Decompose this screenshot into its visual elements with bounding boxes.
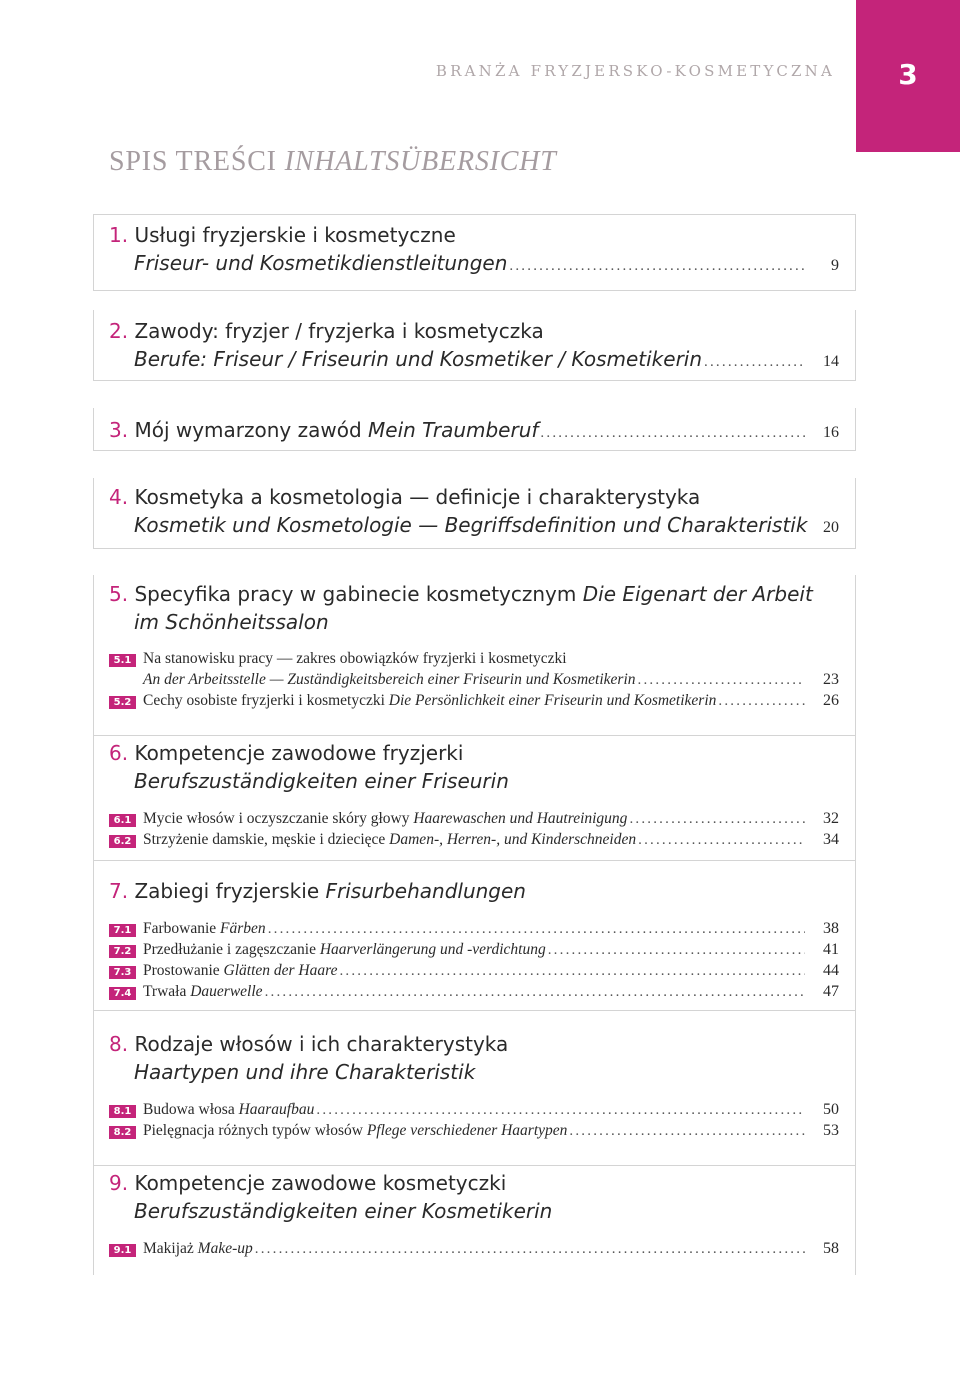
page-ref: 53 xyxy=(823,1122,839,1139)
divider xyxy=(855,214,856,290)
divider xyxy=(93,1165,94,1275)
divider xyxy=(93,310,94,380)
page-ref: 47 xyxy=(823,983,839,1000)
dot-leader xyxy=(629,811,805,828)
dot-leader xyxy=(265,984,805,1001)
page-ref: 58 xyxy=(823,1240,839,1257)
dot-leader xyxy=(268,921,805,938)
subsection-title-pl: Strzyżenie damskie, męskie i dziecięce xyxy=(143,831,386,848)
chapter-title-pl: Kosmetyka a kosmetologia — definicje i charakterystyka xyxy=(134,485,701,509)
toc-subsection-8-2[interactable] xyxy=(109,1122,839,1143)
toc-subsection-8[interactable] xyxy=(109,1101,839,1143)
divider xyxy=(855,860,856,1010)
chapter-title-pl: Rodzaje włosów i ich charakterystyka xyxy=(134,1032,509,1056)
toc-subsection-7[interactable] xyxy=(109,920,839,1004)
toc-subsection-5-2[interactable] xyxy=(109,692,839,713)
toc-entry-7[interactable] xyxy=(109,877,839,905)
section-badge: 7.4 xyxy=(109,987,136,1000)
subsection-title-de: Haarverlängerung und -verdichtung xyxy=(319,941,546,958)
chapter-title-pl: Zawody: fryzjer / fryzjerka i kosmetyczka xyxy=(134,319,544,343)
section-badge: 7.2 xyxy=(109,945,136,958)
subsection-title-pl: Trwała xyxy=(143,983,187,1000)
page-number-tab xyxy=(856,0,960,152)
page-ref: 16 xyxy=(823,424,839,441)
divider xyxy=(855,478,856,548)
subsection-title-pl: Cechy osobiste fryzjerki i kosmetyczki xyxy=(143,692,385,709)
divider xyxy=(93,214,94,290)
chapter-title-de: Berufszuständigkeiten einer Friseurin xyxy=(134,769,509,793)
section-badge: 9.1 xyxy=(109,1244,136,1257)
divider xyxy=(93,450,856,451)
divider xyxy=(93,548,856,549)
subsection-title-de: Dauerwelle xyxy=(190,983,263,1000)
chapter-number: 6. xyxy=(109,741,129,765)
chapter-title-pl: Specyfika pracy w gabinecie kosmetycznym xyxy=(134,582,577,606)
chapter-number: 1. xyxy=(109,223,129,247)
toc-subsection-7-4[interactable] xyxy=(109,983,839,1004)
divider xyxy=(855,735,856,860)
toc-subsection-7-2[interactable] xyxy=(109,941,839,962)
chapter-title-pl: Zabiegi fryzjerskie xyxy=(134,879,320,903)
toc-entry-2[interactable] xyxy=(109,317,839,376)
chapter-number: 9. xyxy=(109,1171,129,1195)
dot-leader xyxy=(569,1123,805,1140)
toc-subsection-5-1[interactable] xyxy=(109,650,839,692)
dot-leader xyxy=(548,942,805,959)
chapter-title-de: Berufszuständigkeiten einer Kosmetikerin xyxy=(134,1199,553,1223)
chapter-title-de: Friseur- und Kosmetikdienstleitungen xyxy=(134,251,508,275)
divider xyxy=(93,735,856,736)
divider xyxy=(855,575,856,735)
chapter-title-de: Die Eigenart der Arbeit xyxy=(582,582,813,606)
divider xyxy=(93,735,94,860)
chapter-number: 8. xyxy=(109,1032,129,1056)
toc-subsection-6-1[interactable] xyxy=(109,810,839,831)
chapter-number: 5. xyxy=(109,582,129,606)
dot-leader xyxy=(638,832,805,849)
dot-leader xyxy=(255,1241,805,1258)
subsection-title-pl: Prostowanie xyxy=(143,962,220,979)
section-badge: 8.2 xyxy=(109,1126,136,1139)
chapter-number: 2. xyxy=(109,319,129,343)
chapter-title-de: Berufe: Friseur / Friseurin und Kosmetiker / Kosmetikerin xyxy=(134,347,703,371)
section-badge: 6.1 xyxy=(109,814,136,827)
chapter-title-de: Haartypen und ihre Charakteristik xyxy=(134,1060,476,1084)
page-ref: 50 xyxy=(823,1101,839,1118)
page-ref: 9 xyxy=(831,257,839,274)
subsection-title-pl: Na stanowisku pracy — zakres obowiązków fryzjerki i kosmetyczki xyxy=(143,650,567,667)
section-badge: 8.1 xyxy=(109,1105,136,1118)
divider xyxy=(93,214,856,215)
page-ref: 32 xyxy=(823,810,839,827)
chapter-title-pl: Usługi fryzjerskie i kosmetyczne xyxy=(134,223,456,247)
section-badge: 5.2 xyxy=(109,696,136,709)
toc-entry-9[interactable] xyxy=(109,1169,839,1225)
subsection-title-de: An der Arbeitsstelle — Zuständigkeitsbereich einer Friseurin und Kosmetikerin xyxy=(143,671,636,688)
toc-entry-3[interactable] xyxy=(109,416,839,447)
subsection-title-de: Glätten der Haare xyxy=(223,962,338,979)
toc-subsection-7-3[interactable] xyxy=(109,962,839,983)
divider xyxy=(93,1165,856,1166)
subsection-title-de: Make-up xyxy=(197,1240,253,1257)
toc-subsection-9-1[interactable] xyxy=(109,1240,839,1261)
subsection-title-pl: Pielęgnacja różnych typów włosów xyxy=(143,1122,363,1139)
toc-title-pl: SPIS TREŚCI xyxy=(109,146,277,177)
divider xyxy=(855,310,856,380)
section-badge: 6.2 xyxy=(109,835,136,848)
chapter-title-pl: Kompetencje zawodowe fryzjerki xyxy=(134,741,464,765)
toc-title xyxy=(109,146,557,178)
subsection-title-pl: Makijaż xyxy=(143,1240,194,1257)
toc-entry-4[interactable] xyxy=(109,483,839,542)
page-number: 3 xyxy=(898,58,918,91)
toc-subsection-6[interactable] xyxy=(109,810,839,852)
chapter-title-pl: Mój wymarzony zawód xyxy=(134,418,362,442)
section-badge: 7.3 xyxy=(109,966,136,979)
page-ref: 44 xyxy=(823,962,839,979)
toc-subsection-7-1[interactable] xyxy=(109,920,839,941)
divider xyxy=(93,380,856,381)
dot-leader xyxy=(339,963,805,980)
chapter-title-pl: Kompetencje zawodowe kosmetyczki xyxy=(134,1171,507,1195)
toc-title-de: INHALTSÜBERSICHT xyxy=(284,146,557,177)
chapter-number: 3. xyxy=(109,418,129,442)
subsection-title-de: Haaraufbau xyxy=(238,1101,315,1118)
chapter-title-de: Frisurbehandlungen xyxy=(325,879,526,903)
dot-leader xyxy=(704,348,805,376)
dot-leader xyxy=(638,672,806,689)
page-ref: 23 xyxy=(823,671,839,688)
divider xyxy=(93,575,94,735)
chapter-number: 4. xyxy=(109,485,129,509)
divider xyxy=(93,408,94,450)
dot-leader xyxy=(540,419,805,447)
divider xyxy=(93,478,94,548)
subsection-title-de: Haarewaschen und Hautreinigung xyxy=(413,810,628,827)
chapter-title-de: Mein Traumberuf xyxy=(368,418,539,442)
toc-subsection-6-2[interactable] xyxy=(109,831,839,852)
page-ref: 41 xyxy=(823,941,839,958)
running-header: BRANŻA FRYZJERSKO-KOSMETYCZNA xyxy=(435,62,835,80)
divider xyxy=(855,408,856,450)
divider xyxy=(93,1010,856,1011)
dot-leader xyxy=(509,252,805,280)
divider xyxy=(93,1010,94,1165)
dot-leader xyxy=(718,693,805,710)
toc-entry-6[interactable] xyxy=(109,739,839,795)
section-badge: 7.1 xyxy=(109,924,136,937)
toc-entry-5[interactable] xyxy=(109,580,839,636)
page-ref: 34 xyxy=(823,831,839,848)
subsection-title-pl: Przedłużanie i zagęszczanie xyxy=(143,941,316,958)
chapter-title-de-cont: im Schönheitssalon xyxy=(134,610,329,634)
subsection-title-pl: Mycie włosów i oczyszczanie skóry głowy xyxy=(143,810,410,827)
divider xyxy=(93,860,856,861)
subsection-title-pl: Farbowanie xyxy=(143,920,217,937)
divider xyxy=(855,1010,856,1165)
page-ref: 20 xyxy=(823,519,839,536)
divider xyxy=(93,860,94,1010)
subsection-title-pl: Budowa włosa xyxy=(143,1101,235,1118)
subsection-title-de: Damen-, Herren-, und Kinderschneiden xyxy=(389,831,637,848)
toc-entry-8[interactable] xyxy=(109,1030,839,1086)
subsection-title-de: Färben xyxy=(220,920,266,937)
toc-subsection-8-1[interactable] xyxy=(109,1101,839,1122)
chapter-number: 7. xyxy=(109,879,129,903)
divider xyxy=(93,290,856,291)
chapter-title-de: Kosmetik und Kosmetologie — Begriffsdefinition und Charakteristik xyxy=(134,513,808,537)
dot-leader xyxy=(316,1102,805,1119)
page-ref: 14 xyxy=(823,353,839,370)
subsection-title-de: Pflege verschiedener Haartypen xyxy=(366,1122,568,1139)
page-ref: 26 xyxy=(823,692,839,709)
section-badge: 5.1 xyxy=(109,654,136,667)
subsection-title-de: Die Persönlichkeit einer Friseurin und Kosmetikerin xyxy=(388,692,717,709)
page-ref: 38 xyxy=(823,920,839,937)
divider xyxy=(855,1165,856,1275)
toc-entry-1[interactable] xyxy=(109,221,839,280)
